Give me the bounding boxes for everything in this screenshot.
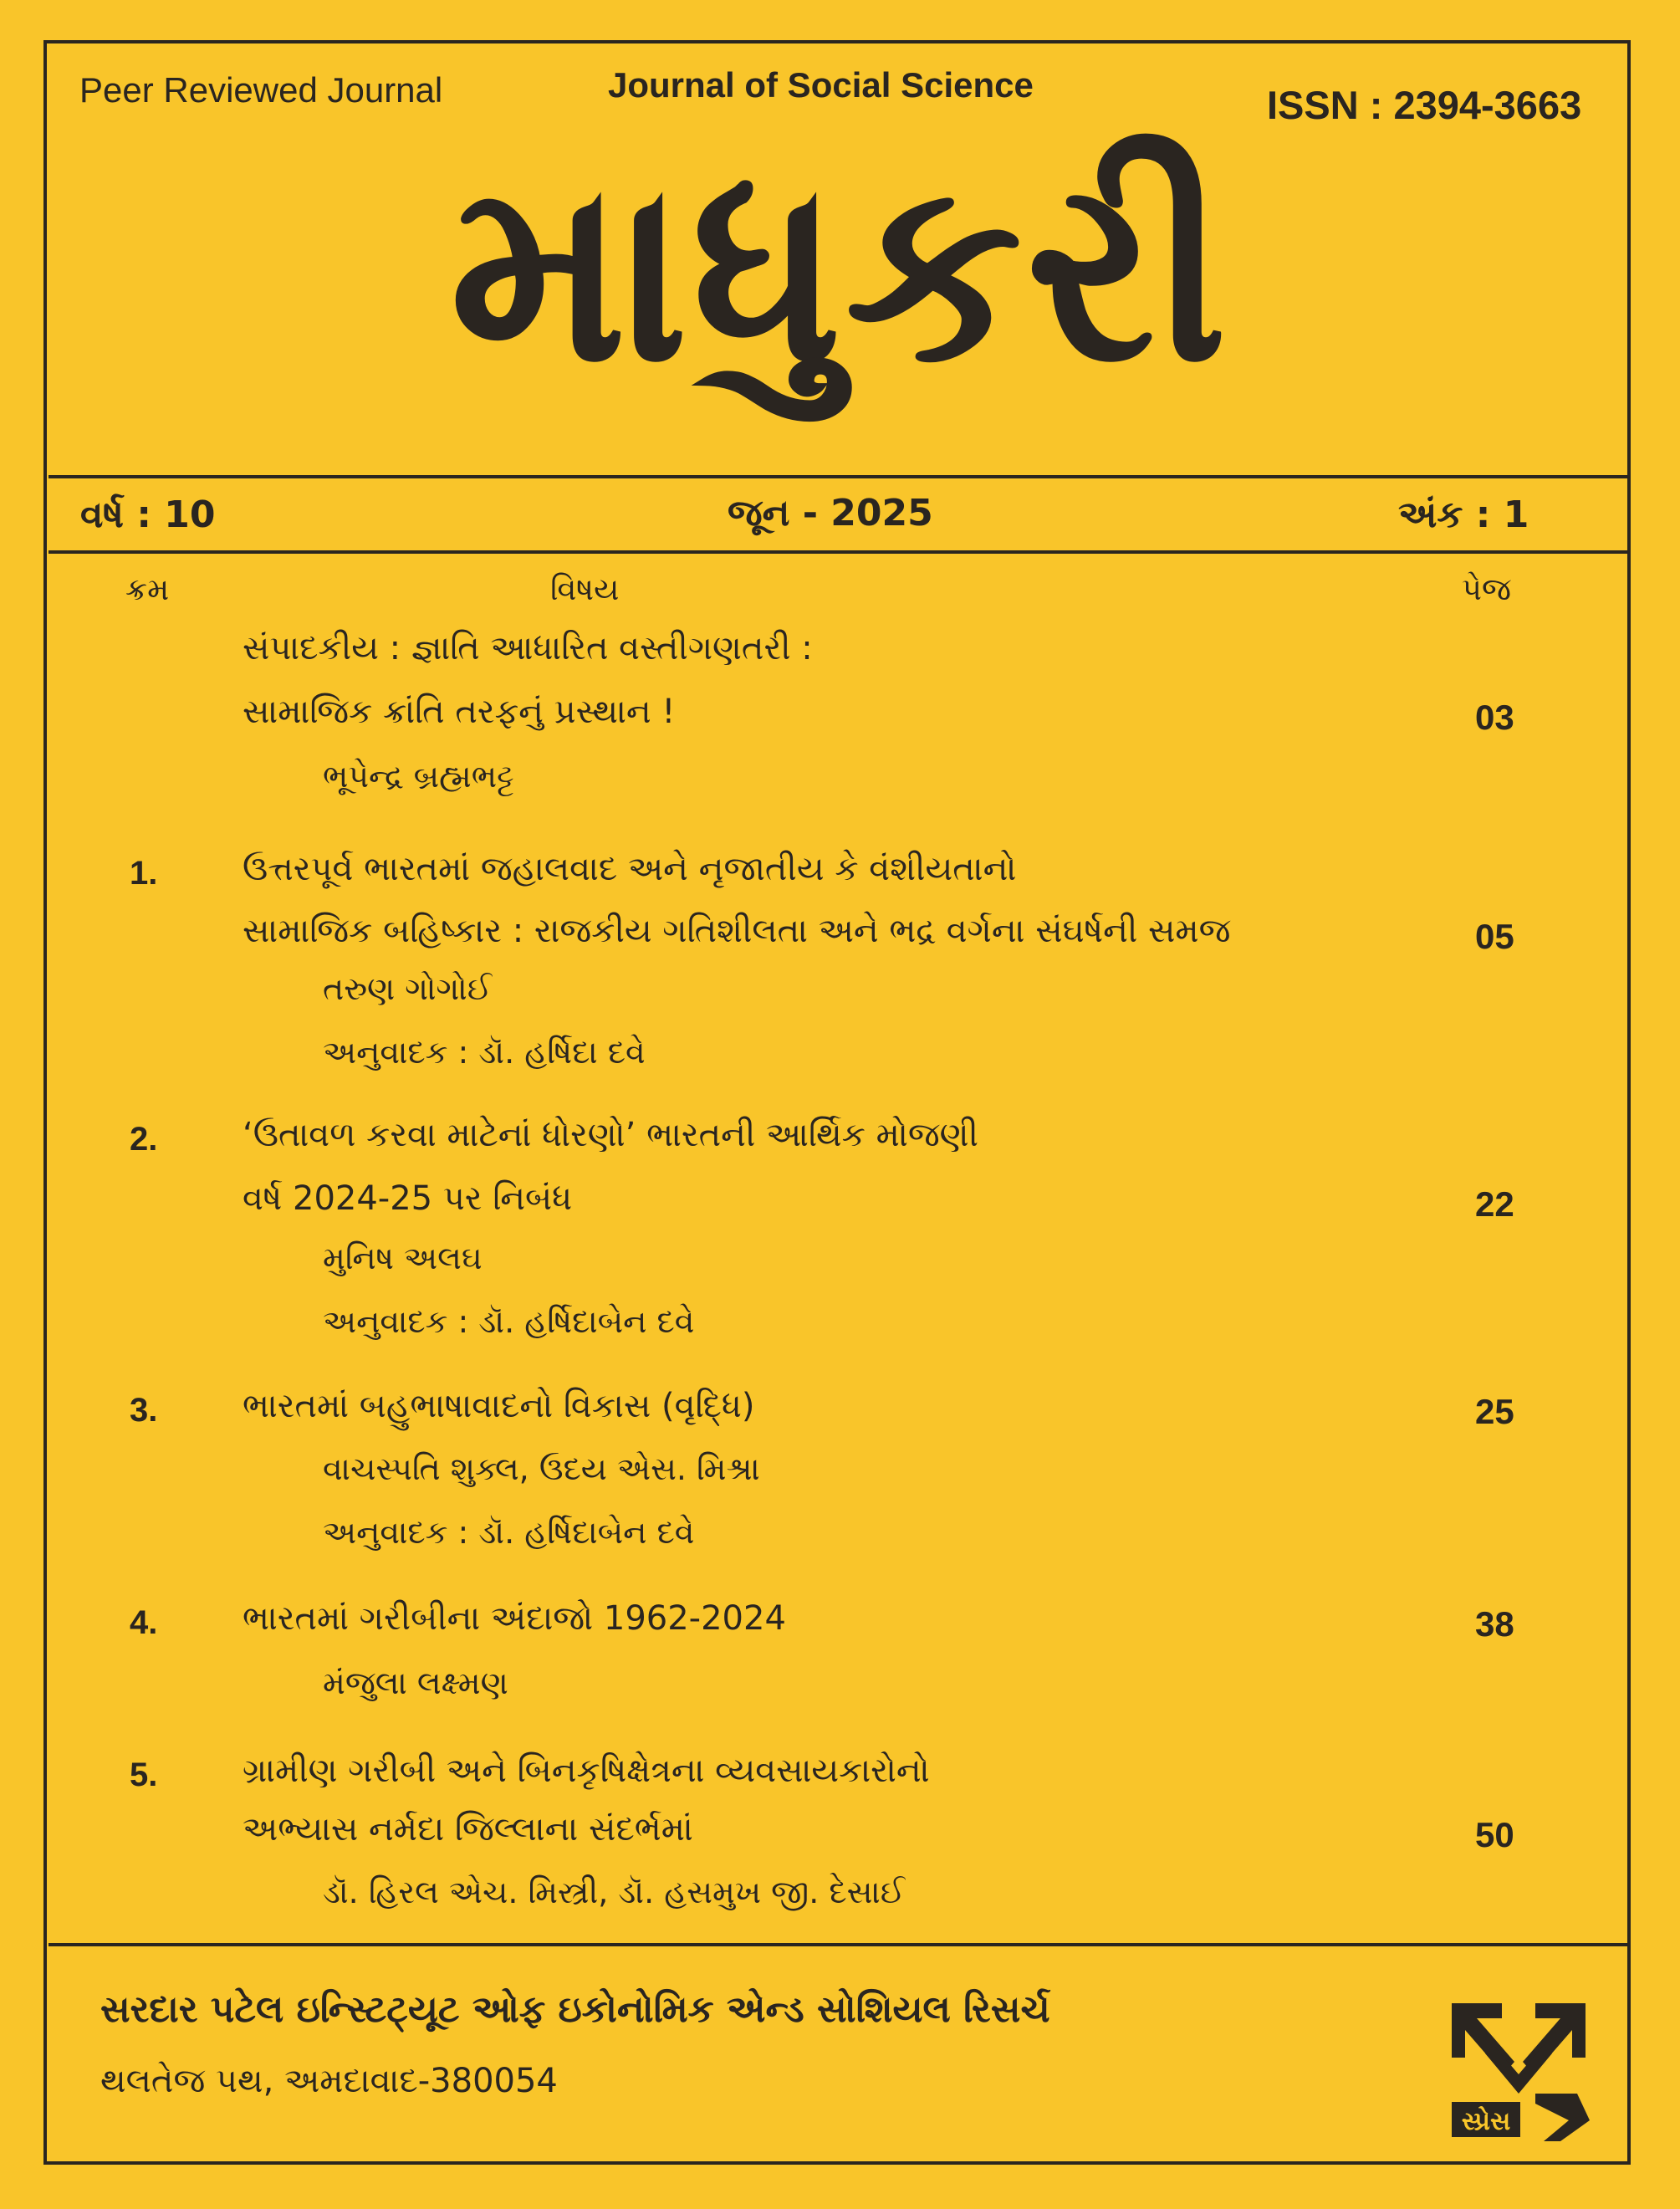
article-3-translator: અનુવાદક : ડૉ. હર્ષિદાબેન દવે bbox=[323, 1514, 695, 1551]
journal-masthead-title: માધુકરી bbox=[449, 125, 1231, 417]
issn-label: ISSN : 2394-3663 bbox=[1267, 83, 1582, 127]
article-3-title-line1: ભારતમાં બહુભાષાવાદનો વિકાસ (વૃદ્ધિ) bbox=[243, 1387, 755, 1425]
article-2-author: મુનિષ અલઘ bbox=[323, 1240, 483, 1276]
article-4-page: 38 bbox=[1475, 1604, 1514, 1644]
article-1-title-line2: સામાજિક બહિષ્કાર : રાજકીય ગતિશીલતા અને ભદ્ર વર્ગના સંઘર્ષની સમજ bbox=[243, 912, 1231, 950]
article-4-title-line1: ભારતમાં ગરીબીના અંદાજો 1962-2024 bbox=[243, 1599, 786, 1638]
issue-bar-bottom-rule bbox=[49, 550, 1629, 554]
editorial-author: ભૂપેન્દ્ર બ્રહ્મભટ્ટ bbox=[323, 758, 514, 795]
article-1-author: તરુણ ગોગોઈ bbox=[323, 970, 493, 1007]
article-5-title-line2: અભ્યાસ નર્મદા જિલ્લાના સંદર્ભમાં bbox=[243, 1810, 693, 1849]
article-4-number: 4. bbox=[130, 1604, 158, 1641]
article-1-title-line1: ઉત્તરપૂર્વ ભારતમાં જહાલવાદ અને નૃજાતીય કે વંશીયતાનો bbox=[243, 850, 1017, 888]
publisher-address: થલતેજ પથ, અમદાવાદ-380054 bbox=[100, 2062, 558, 2100]
article-1-translator: અનુવાદક : ડૉ. હર્ષિદા દવે bbox=[323, 1034, 646, 1071]
peer-reviewed-label: Peer Reviewed Journal bbox=[79, 70, 443, 110]
footer-rule bbox=[49, 1943, 1629, 1946]
contents-header-serial: ક્રમ bbox=[125, 571, 170, 607]
article-2-title-line1: ‘ઉતાવળ કરવા માટેનાં ધોરણો’ ભારતની આર્થિક મોજણી bbox=[243, 1116, 978, 1154]
article-2-page: 22 bbox=[1475, 1184, 1514, 1224]
article-2-translator: અનુવાદક : ડૉ. હર્ષિદાબેન દવે bbox=[323, 1303, 695, 1340]
article-5-title-line1: ગ્રામીણ ગરીબી અને બિનકૃષિક્ષેત્રના વ્યવસાયકારોનો bbox=[243, 1751, 930, 1790]
issue-bar-top-rule bbox=[49, 475, 1629, 478]
article-5-author: ડૉ. હિરલ એચ. મિસ્ત્રી, ડૉ. હસમુખ જી. દેસાઈ bbox=[323, 1874, 906, 1910]
contents-header-page: પેજ bbox=[1462, 571, 1512, 607]
publisher-name: સરદાર પટેલ ઇન્સ્ટિટ્યૂટ ઓફ ઇકોનોમિક એન્ડ સોશિયલ રિસર્ચ bbox=[100, 1988, 1050, 2031]
journal-type-label: Journal of Social Science bbox=[608, 65, 1034, 105]
article-5-page: 50 bbox=[1475, 1815, 1514, 1854]
article-3-page: 25 bbox=[1475, 1392, 1514, 1431]
article-3-number: 3. bbox=[130, 1392, 158, 1429]
issue-date: જૂન - 2025 bbox=[728, 492, 933, 534]
article-2-title-line2: વર્ષ 2024-25 પર નિબંધ bbox=[243, 1179, 573, 1218]
issue-number: અંક : 1 bbox=[1398, 493, 1529, 536]
editorial-title-line2: સામાજિક ક્રાંતિ તરફનું પ્રસ્થાન ! bbox=[243, 693, 676, 731]
article-4-author: મંજુલા લક્ષ્મણ bbox=[323, 1664, 508, 1701]
editorial-page: 03 bbox=[1475, 698, 1514, 737]
institute-logo-icon bbox=[1435, 1995, 1602, 2150]
editorial-title-line1: સંપાદકીય : જ્ઞાતિ આધારિત વસ્તીગણતરી : bbox=[243, 629, 813, 667]
article-3-author: વાચસ્પતિ શુક્લ, ઉદય એસ. મિશ્રા bbox=[323, 1450, 760, 1487]
article-1-page: 05 bbox=[1475, 917, 1514, 956]
article-1-number: 1. bbox=[130, 855, 158, 892]
volume-label: વર્ષ : 10 bbox=[80, 493, 216, 536]
logo-text: સ્પ્રેસ bbox=[1461, 2107, 1511, 2136]
article-2-number: 2. bbox=[130, 1121, 158, 1158]
contents-header-subject: વિષય bbox=[550, 571, 620, 607]
article-5-number: 5. bbox=[130, 1756, 158, 1793]
